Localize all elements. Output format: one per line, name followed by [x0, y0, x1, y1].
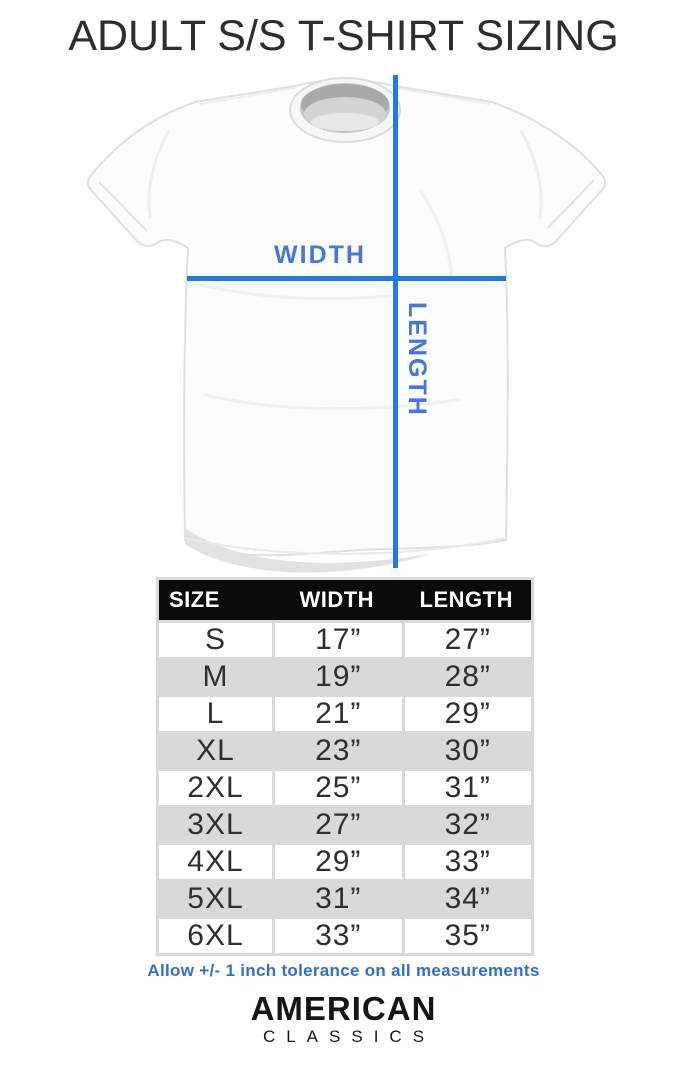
size-value: XL — [159, 734, 272, 768]
width-label: WIDTH — [274, 241, 366, 269]
width-value: 25” — [275, 771, 402, 805]
table-row-5xl — [159, 882, 531, 916]
size-value: 2XL — [159, 771, 272, 805]
length-value: 30” — [405, 734, 532, 768]
table-row-m — [159, 660, 531, 694]
table-row-3xl — [159, 808, 531, 842]
size-table-header — [159, 580, 531, 620]
width-value: 21” — [275, 697, 402, 731]
brand-subname: CLASSICS — [262, 1027, 436, 1046]
brand-name: AMERICAN — [250, 990, 437, 1027]
header-length: LENGTH — [419, 587, 513, 612]
table-row-xl — [159, 734, 531, 768]
tshirt-body — [88, 80, 606, 555]
size-value: 4XL — [159, 845, 272, 879]
width-value: 23” — [275, 734, 402, 768]
table-row-s — [159, 623, 531, 657]
table-row-l — [159, 697, 531, 731]
table-row-6xl — [159, 919, 531, 953]
size-value: 5XL — [159, 882, 272, 916]
length-value: 32” — [405, 808, 532, 842]
width-value: 33” — [275, 919, 402, 953]
width-measure-line — [187, 276, 506, 281]
width-value: 27” — [275, 808, 402, 842]
table-row-2xl — [159, 771, 531, 805]
size-value: 6XL — [159, 919, 272, 953]
size-value: 3XL — [159, 808, 272, 842]
width-value: 17” — [275, 623, 402, 657]
header-width: WIDTH — [299, 587, 375, 612]
brand-logo — [0, 992, 687, 1047]
length-label: LENGTH — [403, 302, 431, 417]
header-size: SIZE — [169, 587, 220, 612]
length-value: 27” — [405, 623, 532, 657]
length-value: 33” — [405, 845, 532, 879]
width-value: 29” — [275, 845, 402, 879]
tolerance-note: Allow +/- 1 inch tolerance on all measurements — [147, 961, 540, 980]
length-value: 34” — [405, 882, 532, 916]
page-title: ADULT S/S T-SHIRT SIZING — [68, 12, 619, 60]
size-value: S — [159, 623, 272, 657]
table-row-4xl — [159, 845, 531, 879]
size-value: L — [159, 697, 272, 731]
tshirt-illustration — [0, 70, 687, 575]
length-value: 29” — [405, 697, 532, 731]
length-value: 28” — [405, 660, 532, 694]
length-measure-line — [393, 75, 398, 568]
width-value: 31” — [275, 882, 402, 916]
width-value: 19” — [275, 660, 402, 694]
length-value: 35” — [405, 919, 532, 953]
size-table — [156, 577, 534, 956]
collar-back-highlight — [311, 113, 379, 131]
length-value: 31” — [405, 771, 532, 805]
size-value: M — [159, 660, 272, 694]
